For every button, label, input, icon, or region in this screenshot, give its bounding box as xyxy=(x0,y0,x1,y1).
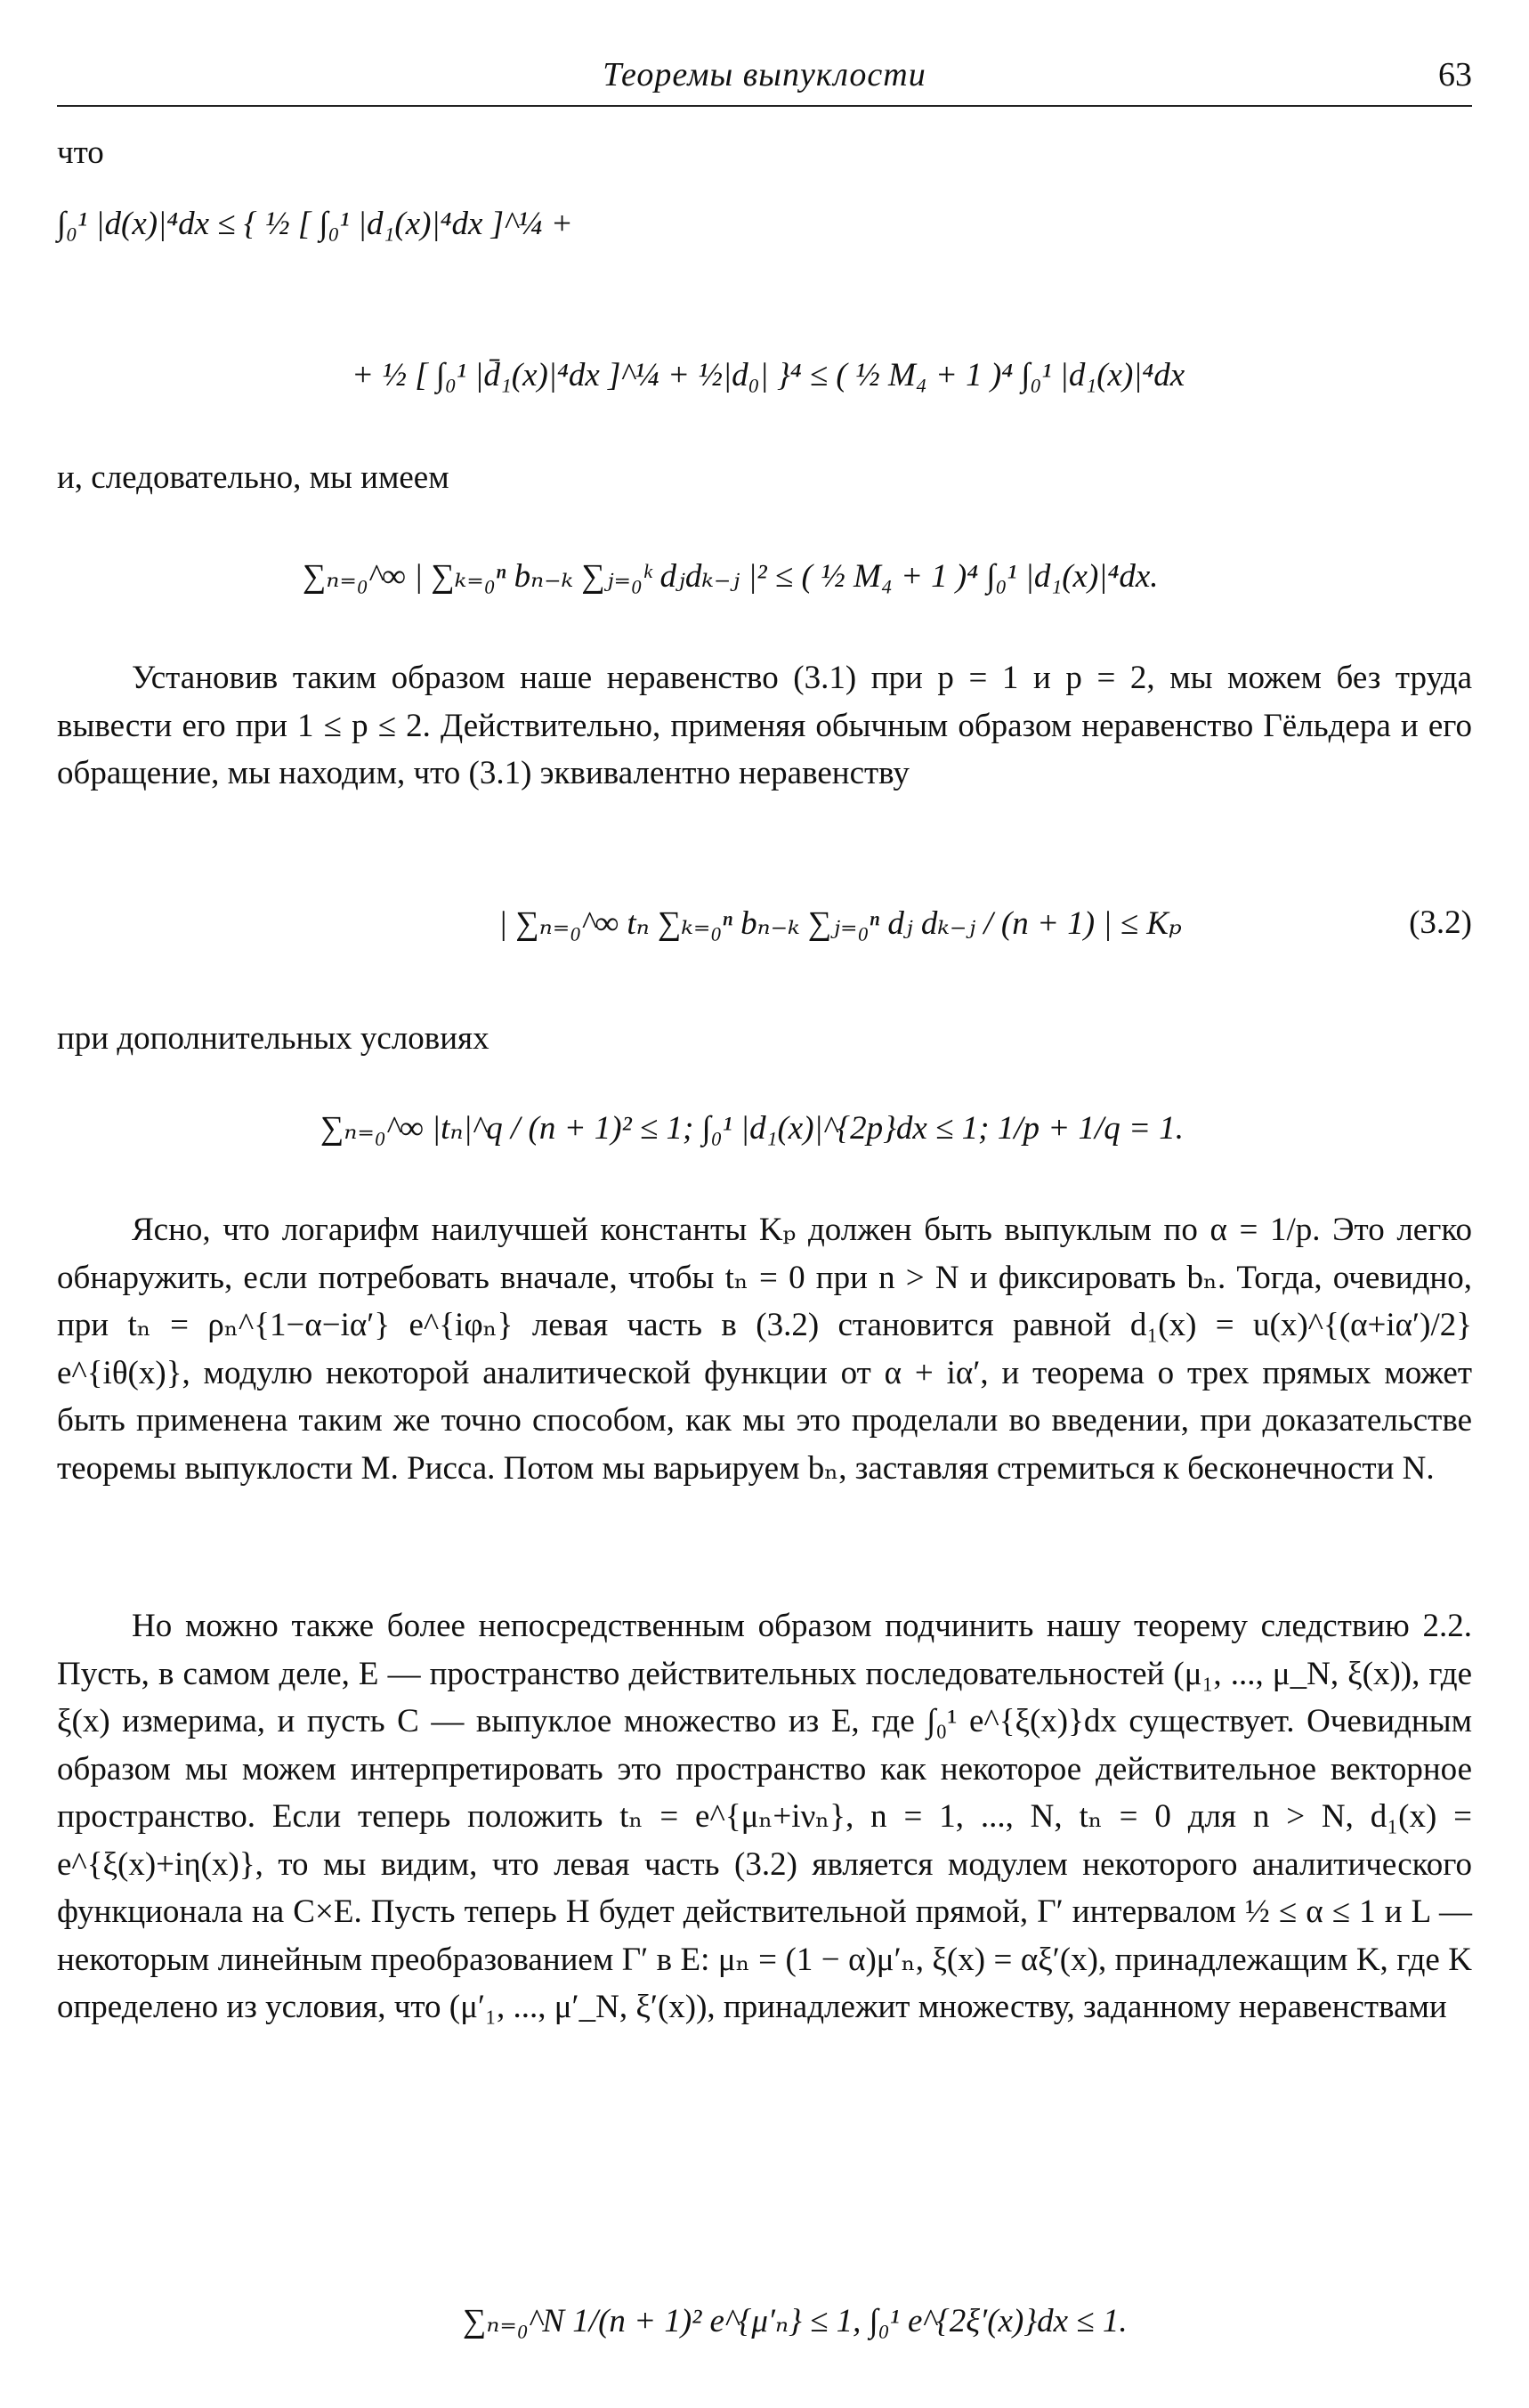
equation-double-sum: ∑ₙ₌₀^∞ | ∑ₖ₌₀ⁿ bₙ₋ₖ ∑ⱼ₌₀ᵏ dⱼdₖ₋ⱼ |² ≤ ( ½ M₄ + 1 )⁴ ∫₀¹ |d₁(x)|⁴dx. xyxy=(303,558,1159,595)
line-consequently: и, следовательно, мы имеем xyxy=(57,459,449,496)
equation-conditions: ∑ₙ₌₀^∞ |tₙ|^q / (n + 1)² ≤ 1; ∫₀¹ |d₁(x)|^{2p}dx ≤ 1; 1/p + 1/q = 1. xyxy=(320,1110,1184,1147)
equation-top-line-1: ∫₀¹ |d(x)|⁴dx ≤ { ½ [ ∫₀¹ |d₁(x)|⁴dx ]^¼ + xyxy=(57,206,573,242)
word-chto: что xyxy=(57,134,104,171)
paragraph-holder-inequality: Установив таким образом наше неравенство (3.1) при p = 1 и p = 2, мы можем без труда вывести его при 1 ≤ p ≤ 2. Действительно, применяя обычным образом неравенство Гёльдера и его обращение, мы находим, что (3.1) эквивалентно неравенству xyxy=(57,660,1472,791)
line-additional-conditions: при дополнительных условиях xyxy=(57,1020,489,1057)
equation-top-line-2: + ½ [ ∫₀¹ |d̄₁(x)|⁴dx ]^¼ + ½|d₀| }⁴ ≤ ( ½ M₄ + 1 )⁴ ∫₀¹ |d₁(x)|⁴dx xyxy=(352,357,1185,393)
equation-final-inequalities: ∑ₙ₌₀^N 1/(n + 1)² e^{μ′ₙ} ≤ 1, ∫₀¹ e^{2ξ′(x)}dx ≤ 1. xyxy=(463,2303,1128,2339)
paragraph-log-convexity: Ясно, что логарифм наилучшей константы Kₚ должен быть выпуклым по α = 1/p. Это легко обнаружить, если потребовать вначале, чтобы tₙ = 0 при n > N и фиксировать bₙ. Тогда, очевидно, при tₙ = ρₙ^{1−α−iα′} e^{iφₙ} левая часть в (3.2) становится равной d₁(x) = u(x)^{(α+iα′)/2} e^{iθ(x)}, модулю некоторой аналитической функции от α + iα′, и теорема о трех прямых может быть применена таким же точно способом, как мы это проделали во введении, при доказательстве теоремы выпуклости М. Рисса. Потом мы варьируем bₙ, заставляя стремиться к бесконечности N. xyxy=(57,1212,1472,1487)
page-header xyxy=(57,52,1472,107)
equation-number-3-2: (3.2) xyxy=(1409,904,1472,941)
page-number: 63 xyxy=(1438,56,1472,93)
paragraph-corollary-2-2: Но можно также более непосредственным образом подчинить нашу теорему следствию 2.2. Пусть, в самом деле, E — пространство действительных последовательностей (μ₁, ..., μ_N, ξ(x)), где ξ(x) измерима, и пусть C — выпуклое множество из E, где ∫₀¹ e^{ξ(x)}dx существует. Очевидным образом мы можем интерпретировать это пространство как некоторое действительное векторное пространство. Если теперь положить tₙ = e^{μₙ+iνₙ}, n = 1, ..., N, tₙ = 0 для n > N, d₁(x) = e^{ξ(x)+iη(x)}, то мы видим, что левая часть (3.2) является модулем некоторого аналитического функционала на C×E. Пусть теперь H будет действительной прямой, Γ′ интервалом ½ ≤ α ≤ 1 и L — некоторым линейным преобразованием Γ′ в E: μₙ = (1 − α)μ′ₙ, ξ(x) = αξ′(x), принадлежащим K, где K определено из условия, что (μ′₁, ..., μ′_N, ξ′(x)), принадлежит множеству, заданному неравенствами xyxy=(57,1608,1472,2025)
equation-3-2: | ∑ₙ₌₀^∞ tₙ ∑ₖ₌₀ⁿ bₙ₋ₖ ∑ⱼ₌₀ⁿ dⱼ dₖ₋ⱼ / (n + 1) | ≤ Kₚ xyxy=(498,905,1182,942)
running-head: Теоремы выпуклости xyxy=(603,56,926,93)
